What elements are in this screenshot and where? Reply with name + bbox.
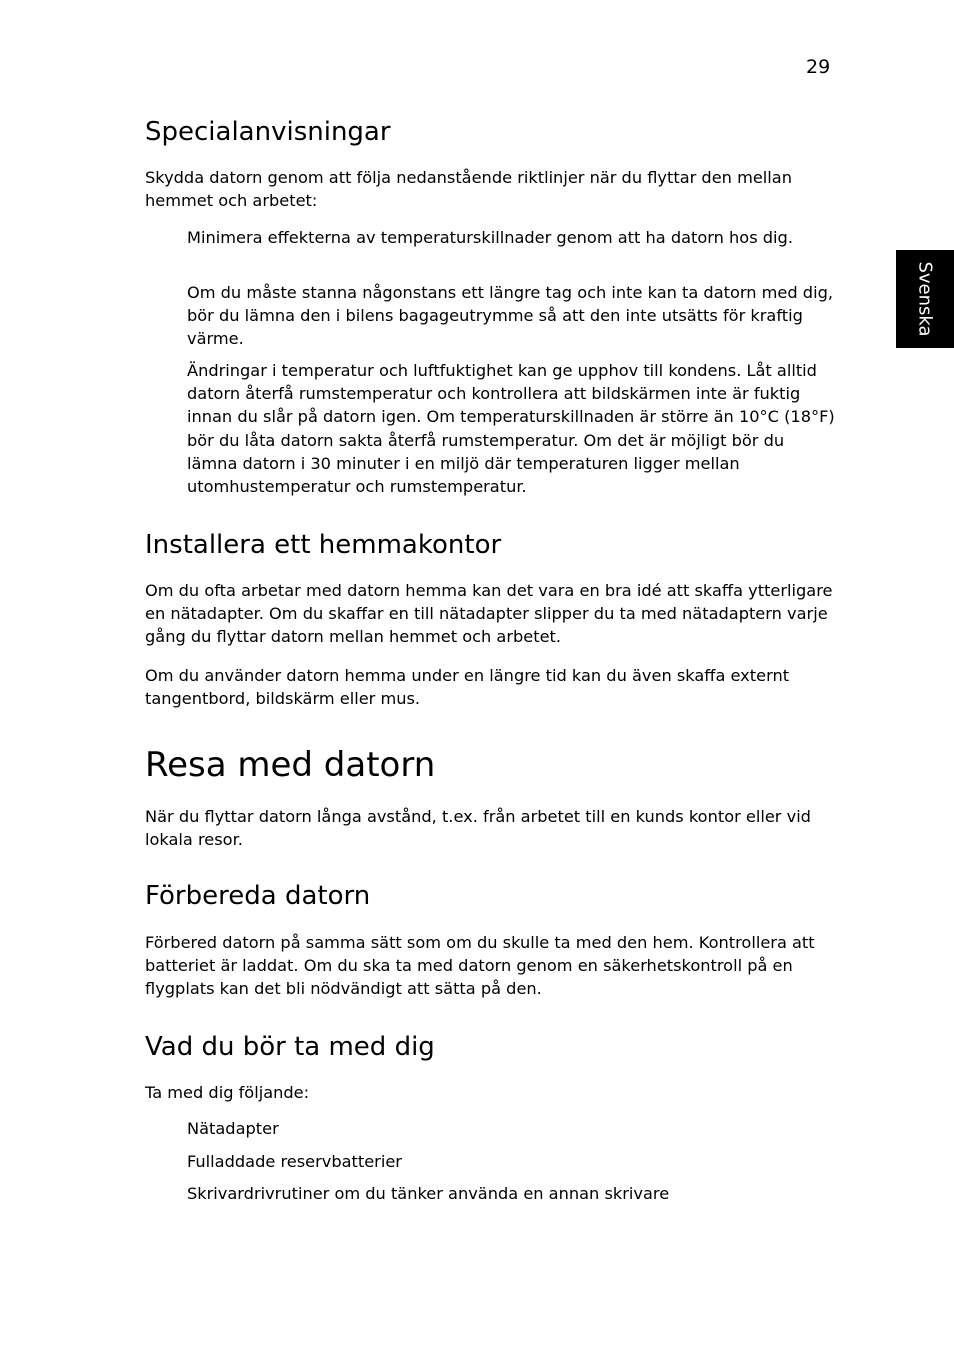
language-side-tab [896, 250, 954, 348]
travel-intro: När du flyttar datorn långa avstånd, t.ex. från arbetet till en kunds kontor eller vid lokala resor. [145, 807, 811, 850]
page-number: 29 [806, 56, 831, 78]
special-item-2: Om du måste stanna någonstans ett längre tag och inte kan ta datorn med dig, bör du lämna den i bilens bagageutrymme så att den inte utsätts för kraftig värme. [187, 283, 833, 349]
bring-item-1: Nätadapter [187, 1119, 279, 1138]
prepare-paragraph: Förbered datorn på samma sätt som om du skulle ta med den hem. Kontrollera att batteriet är laddat. Om du ska ta med datorn genom en säkerhetskontroll på en flygplats kan det bli nödvändigt att sätta på den. [145, 933, 815, 999]
chapter-title-travel: Resa med datorn [145, 745, 436, 785]
section-heading-home-office: Installera ett hemmakontor [145, 530, 502, 560]
special-item-1: Minimera effekterna av temperaturskillnader genom att ha datorn hos dig. [187, 228, 793, 247]
bring-item-3: Skrivardrivrutiner om du tänker använda en annan skrivare [187, 1184, 670, 1203]
section-heading-special: Specialanvisningar [145, 117, 391, 147]
bring-intro: Ta med dig följande: [145, 1083, 310, 1102]
special-intro: Skydda datorn genom att följa nedanstående riktlinjer när du flyttar den mellan hemmet och arbetet: [145, 168, 792, 211]
home-office-paragraph-1: Om du ofta arbetar med datorn hemma kan det vara en bra idé att skaffa ytterligare en nätadapter. Om du skaffar en till nätadapter slipper du ta med nätadaptern varje gång du flyttar datorn mellan hemmet och arbetet. [145, 581, 833, 647]
language-side-tab-label: Svenska [914, 261, 936, 337]
section-heading-prepare: Förbereda datorn [145, 881, 371, 911]
section-heading-bring: Vad du bör ta med dig [145, 1032, 435, 1062]
bring-item-2: Fulladdade reservbatterier [187, 1152, 402, 1171]
home-office-paragraph-2: Om du använder datorn hemma under en längre tid kan du även skaffa externt tangentbord, bildskärm eller mus. [145, 666, 790, 709]
special-item-3: Ändringar i temperatur och luftfuktighet kan ge upphov till kondens. Låt alltid datorn återfå rumstemperatur och kontrollera att bildskärmen inte är fuktig innan du slår på datorn igen. Om temperaturskillnaden är större än 10°C (18°F) bör du låta datorn sakta återfå rumstemperatur. Om det är möjligt bör du lämna datorn i 30 minuter i en miljö där temperaturen ligger mellan utomhustemperatur och rumstemperatur. [187, 361, 835, 497]
